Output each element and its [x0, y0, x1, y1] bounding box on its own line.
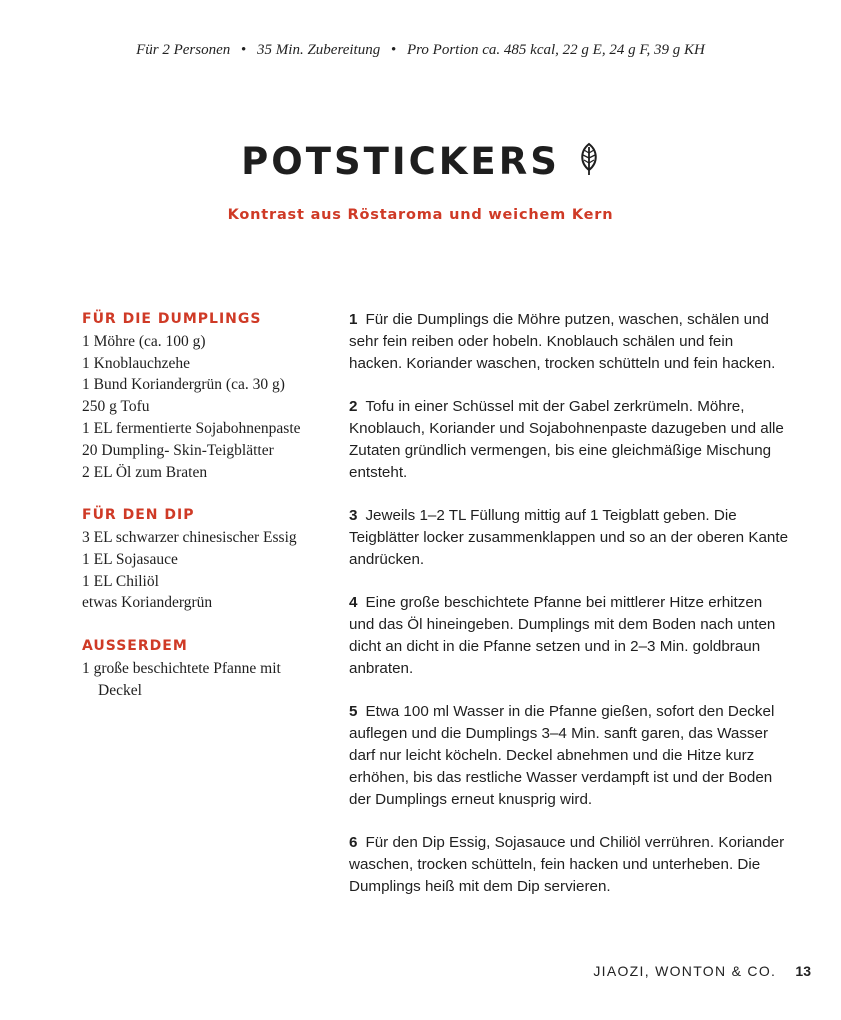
ingredient-item: 3 EL schwarzer chinesischer Essig: [82, 528, 297, 546]
ingredient-group: [82, 309, 322, 483]
ingredient-item: 1 große beschichtete Pfanne mit Deckel: [82, 659, 281, 699]
ingredient-item: 1 EL fermentierte Sojabohnenpaste: [82, 419, 301, 437]
step-text: Für den Dip Essig, Sojasauce und Chiliöl verrühren. Koriander waschen, trocken schütteln, fein hacken und unterheben. Die Dumplings heiß mit dem Dip servieren.: [349, 834, 785, 895]
recipe-subtitle: Kontrast aus Röstaroma und weichem Kern: [227, 207, 614, 223]
recipe-meta: [0, 42, 841, 59]
step-number: 3: [349, 507, 358, 525]
ingredient-group-heading: AUSSERDEM: [82, 637, 188, 654]
separator: •: [241, 42, 247, 58]
ingredient-group-heading: FÜR DIE DUMPLINGS: [82, 311, 262, 327]
servings: Für 2 Personen: [136, 42, 231, 58]
ingredient-item: 1 Bund Koriandergrün (ca. 30 g): [82, 376, 285, 394]
ingredient-item: 20 Dumpling- Skin-Teigblätter: [82, 441, 274, 459]
step: [349, 396, 789, 483]
ingredient-item: 1 EL Chiliöl: [82, 572, 159, 590]
ingredients-list: [82, 309, 322, 701]
step: [349, 832, 789, 897]
step: [349, 592, 789, 679]
step: [349, 309, 789, 374]
title-row: [0, 140, 841, 183]
step: [349, 701, 789, 810]
page-footer: [593, 963, 811, 979]
step-text: Jeweils 1–2 TL Füllung mittig auf 1 Teigblatt geben. Die Teigblätter locker zusammenklappen und so an der oberen Kante andrücken.: [349, 507, 789, 568]
recipe-title: POTSTICKERS: [241, 140, 560, 183]
nutrition: Pro Portion ca. 485 kcal, 22 g E, 24 g F, 39 g KH: [406, 42, 705, 58]
ingredient-item: 1 EL Sojasauce: [82, 550, 178, 568]
step-text: Eine große beschichtete Pfanne bei mittlerer Hitze erhitzen und das Öl hineingeben. Dumplings mit dem Boden nach unten dicht an dicht in die Pfanne setzen und in 2–3 Min. goldbraun anbraten.: [349, 594, 776, 677]
ingredient-item: 1 Möhre (ca. 100 g): [82, 332, 206, 350]
step-number: 1: [349, 311, 358, 328]
ingredient-item: 2 EL Öl zum Braten: [82, 463, 208, 481]
ingredient-group-heading: FÜR DEN DIP: [82, 507, 195, 524]
prep-time: 35 Min. Zubereitung: [257, 42, 381, 58]
ingredient-item: 250 g Tofu: [82, 398, 150, 416]
step-number: 5: [349, 703, 358, 721]
step-number: 6: [349, 834, 358, 852]
step-number: 4: [349, 594, 358, 612]
step-text: Etwa 100 ml Wasser in die Pfanne gießen, sofort den Deckel auflegen und die Dumplings 3–4 Min. sanft garen, das Wasser darf nur leicht köcheln. Deckel abnehmen und die Hitze kurz erhöhen, bis das restliche Wasser verdampft ist und der Boden der Dumplings erneut knusprig wird.: [349, 703, 775, 808]
book-title: JIAOZI, WONTON & CO.: [593, 963, 777, 979]
page-number: 13: [795, 963, 811, 979]
ingredient-item: 1 Knoblauchzehe: [82, 354, 191, 372]
ingredient-group: [82, 505, 322, 614]
ingredient-item: etwas Koriandergrün: [82, 594, 213, 612]
step-number: 2: [349, 398, 358, 416]
step: [349, 505, 789, 570]
steps-list: [349, 309, 789, 898]
step-text: Für die Dumplings die Möhre putzen, waschen, schälen und sehr fein reiben oder hobeln. Knoblauch schälen und fein hacken. Koriander waschen, trocken schütteln und fein hacken.: [349, 311, 776, 372]
leaf-icon: [578, 142, 600, 181]
separator: •: [390, 42, 397, 58]
step-text: Tofu in einer Schüssel mit der Gabel zerkrümeln. Möhre, Knoblauch, Koriander und Sojabohnenpaste dazugeben und alle Zutaten gründlich vermengen, bis eine gleichmäßige Mischung entsteht.: [349, 398, 784, 481]
ingredient-group: [82, 636, 322, 701]
